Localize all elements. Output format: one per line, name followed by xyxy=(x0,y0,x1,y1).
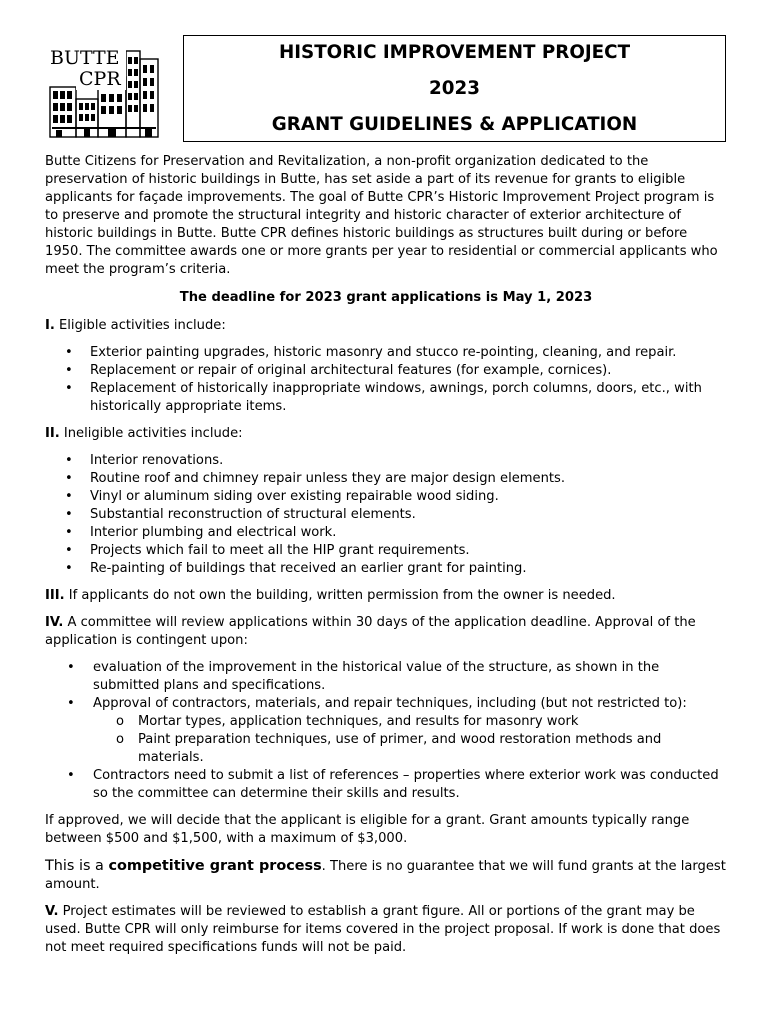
sub-list-item: o Paint preparation techniques, use of primer, and wood restoration methods and materials. xyxy=(93,731,727,767)
list-item: • Interior plumbing and electrical work. xyxy=(45,524,727,542)
list-item: • Vinyl or aluminum siding over existing repairable wood siding. xyxy=(45,488,727,506)
title-box xyxy=(183,35,726,142)
list-item-text: Approval of contractors, materials, and repair techniques, including (but not restricted to): xyxy=(93,696,687,711)
intro-paragraph: Butte Citizens for Preservation and Revitalization, a non-profit organization dedicated to the preservation of historic buildings in Butte, has set aside a part of its revenue for grants to eligible applicants for façade improvements. The goal of Butte CPR’s Historic Improvement Project program is to preserve and promote the structural integrity and historic character of exterior architecture of historic buildings in Butte. Butte CPR defines historic buildings as structures built during or before 1950. The committee awards one or more grants per year to residential or commercial applicants who meet the program’s criteria. xyxy=(45,154,718,277)
list-item xyxy=(45,695,727,767)
approved-paragraph: If approved, we will decide that the applicant is eligible for a grant. Grant amounts typically range between $500 and $1,500, with a maximum of $3,000. xyxy=(45,813,690,846)
section-1-number: I. xyxy=(45,318,55,333)
logo-word-butte: BUTTE xyxy=(50,47,120,69)
list-item: • Replacement or repair of original architectural features (for example, cornices). xyxy=(45,362,727,380)
section-3-number: III. xyxy=(45,588,65,603)
competitive-suffix: . There is no guarantee that we will fund grants at the largest amount. xyxy=(45,859,726,892)
section-4-number: IV. xyxy=(45,615,64,630)
list-item: • Routine roof and chimney repair unless they are major design elements. xyxy=(45,470,727,488)
sub-list-item: o Mortar types, application techniques, and results for masonry work xyxy=(93,713,727,731)
section-5-paragraph xyxy=(45,903,727,957)
list-item: • Projects which fail to meet all the HIP grant requirements. xyxy=(45,542,727,560)
list-item: • Exterior painting upgrades, historic masonry and stucco re-pointing, cleaning, and repair. xyxy=(45,344,727,362)
list-item: • Interior renovations. xyxy=(45,452,727,470)
competitive-emphasis: competitive grant process xyxy=(108,858,322,874)
competitive-paragraph xyxy=(45,857,727,894)
section-2-number: II. xyxy=(45,426,60,441)
section-2-title: Ineligible activities include: xyxy=(59,426,243,441)
butte-cpr-logo-graphic xyxy=(48,47,160,139)
list-item: • evaluation of the improvement in the historical value of the structure, as shown in the submitted plans and specifications. xyxy=(45,659,727,695)
section-1-heading xyxy=(45,317,727,335)
approval-criteria-list xyxy=(45,659,727,803)
deadline-notice: The deadline for 2023 grant applications is May 1, 2023 xyxy=(179,290,593,305)
title-year: 2023 xyxy=(429,78,480,99)
sub-list xyxy=(93,713,727,767)
ineligible-list xyxy=(45,452,727,578)
list-item: • Re-painting of buildings that received an earlier grant for painting. xyxy=(45,560,727,578)
section-5-text: Project estimates will be reviewed to establish a grant figure. All or portions of the grant may be used. Butte CPR will only reimburse for items covered in the project proposal. If work is done that does not meet required specifications funds will not be paid. xyxy=(45,904,721,955)
section-1-title: Eligible activities include: xyxy=(54,318,226,333)
butte-cpr-logo xyxy=(48,47,160,139)
eligible-list xyxy=(45,344,727,416)
section-2-heading xyxy=(45,425,727,443)
title-program: HISTORIC IMPROVEMENT PROJECT xyxy=(278,42,631,63)
section-5-number: V. xyxy=(45,904,59,919)
logo-word-cpr: CPR xyxy=(79,68,121,90)
document-body xyxy=(45,153,727,966)
section-3-text: If applicants do not own the building, written permission from the owner is needed. xyxy=(64,588,616,603)
section-4-paragraph xyxy=(45,614,727,650)
competitive-prefix: This is a xyxy=(45,858,109,874)
section-3-paragraph xyxy=(45,587,727,605)
section-4-text: A committee will review applications within 30 days of the application deadline. Approval of the application is contingent upon: xyxy=(45,615,696,648)
list-item: • Substantial reconstruction of structural elements. xyxy=(45,506,727,524)
list-item: • Replacement of historically inappropriate windows, awnings, porch columns, doors, etc., with historically appropriate items. xyxy=(45,380,727,416)
list-item: • Contractors need to submit a list of references – properties where exterior work was conducted so the committee can determine their skills and results. xyxy=(45,767,727,803)
title-guidelines: GRANT GUIDELINES & APPLICATION xyxy=(271,114,638,135)
